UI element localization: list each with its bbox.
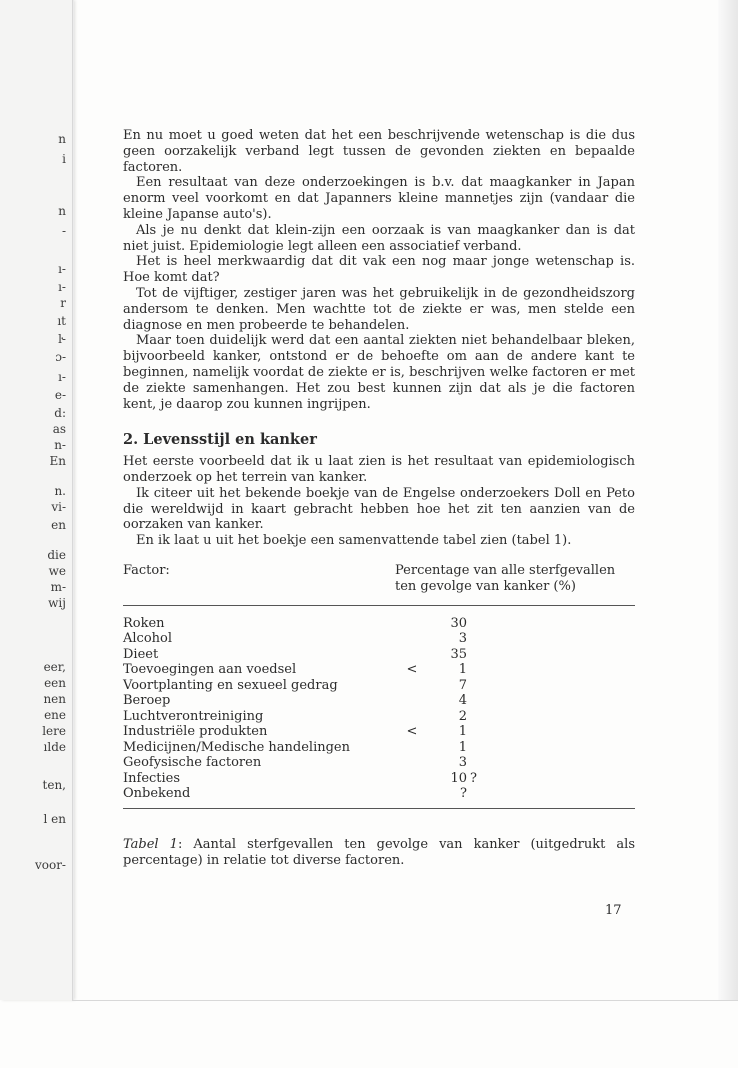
page-number: 17	[605, 903, 622, 918]
uncertainty-cell	[467, 740, 486, 756]
previous-page-text-fragment: voor-	[34, 858, 66, 872]
uncertainty-cell	[467, 724, 486, 740]
sign-cell	[395, 631, 429, 647]
value-cell: 10	[450, 770, 467, 786]
value-cell: 1	[458, 724, 467, 740]
previous-page-text-fragment: een	[44, 676, 66, 690]
previous-page-text-fragment: n	[58, 204, 66, 218]
sign-cell	[395, 616, 429, 632]
table-header-percentage-line2: ten gevolge van kanker (%)	[395, 578, 576, 594]
table-row	[123, 786, 635, 802]
previous-page-text-fragment: lere	[42, 724, 66, 738]
previous-page-text-fragment: r	[60, 296, 66, 310]
previous-page-text-fragment: ı-	[58, 370, 66, 384]
sign-cell	[395, 786, 429, 802]
uncertainty-cell	[467, 709, 486, 725]
previous-page-text-fragment: we	[48, 564, 66, 578]
previous-page-text-fragment: ŀ-	[58, 332, 66, 346]
table-row	[123, 724, 635, 740]
previous-page-text-fragment: vi-	[51, 500, 66, 514]
uncertainty-cell	[467, 662, 486, 678]
previous-page-text-fragment: e-	[54, 388, 66, 402]
table-row	[123, 616, 635, 632]
factor-cell: Alcohol	[123, 631, 173, 647]
book-gutter	[72, 0, 74, 1000]
sign-cell	[395, 678, 429, 694]
previous-page-text-fragment: En	[49, 454, 66, 468]
page-content	[123, 128, 635, 869]
paragraph: Als je nu denkt dat klein-zijn een oorzaak is van maagkanker dan is dat niet juist. Epidemiologie legt alleen een associatief verband.	[123, 222, 635, 254]
uncertainty-cell	[467, 678, 486, 694]
table-header-percentage	[395, 563, 635, 595]
previous-page-text-fragment: eer,	[43, 660, 66, 674]
factor-cell: Beroep	[123, 693, 171, 709]
uncertainty-cell	[467, 693, 486, 709]
paragraph: Een resultaat van deze onderzoekingen is b.v. dat maagkanker in Japan enorm veel voorkomt en dat Japanners kleine mannetjes zijn (vandaar die kleine Japanse auto's).	[123, 175, 635, 222]
paragraph: Het is heel merkwaardig dat dit vak een nog maar jonge wetenschap is. Hoe komt dat?	[123, 254, 635, 286]
table-row	[123, 693, 635, 709]
table-top-rule	[123, 605, 635, 606]
page-bottom-edge	[72, 1000, 738, 1001]
previous-page-text-fragment: nen	[43, 692, 66, 706]
factor-cell: Voortplanting en sexueel gedrag	[123, 677, 338, 693]
table-caption	[123, 837, 635, 869]
previous-page-text-fragment: wij	[48, 596, 66, 610]
table-header-percentage-line1: Percentage van alle sterfgevallen	[395, 562, 616, 578]
factor-cell: Medicijnen/Medische handelingen	[123, 739, 350, 755]
table-row	[123, 709, 635, 725]
paragraph: Maar toen duidelijk werd dat een aantal ziekten niet behandelbaar bleken, bijvoorbeeld kanker, ontstond er de behoefte om aan de andere kant te beginnen, namelijk voordat de ziekte er is, beschrijven welke factoren er met de ziekte samenhangen. Het zou best kunnen zijn dat als je die factoren kent, je daarop zou kunnen ingrijpen.	[123, 333, 635, 412]
sign-cell: <	[406, 724, 418, 740]
factor-cell: Infecties	[123, 770, 181, 786]
previous-page-text-fragment: ɔ-	[55, 350, 66, 364]
value-cell: 2	[458, 708, 467, 724]
previous-page-edge	[0, 0, 73, 1000]
sign-cell	[395, 755, 429, 771]
sign-cell: <	[406, 662, 418, 678]
page-right-edge	[718, 0, 738, 1000]
previous-page-text-fragment: ten,	[42, 778, 66, 792]
table-row	[123, 678, 635, 694]
caption-text: : Aantal sterfgevallen ten gevolge van kanker (uitgedrukt als percentage) in relatie tot diverse factoren.	[123, 836, 635, 868]
paragraph: En nu moet u goed weten dat het een beschrijvende wetenschap is die dus geen oorzakelijk verband legt tussen de gevonden ziekten en bepaalde factoren.	[123, 128, 635, 175]
previous-page-text-fragment: -	[61, 224, 66, 238]
table-bottom-rule	[123, 808, 635, 809]
value-cell: 3	[458, 631, 467, 647]
sign-cell	[395, 740, 429, 756]
table-row	[123, 631, 635, 647]
factor-cell: Luchtverontreiniging	[123, 708, 264, 724]
previous-page-text-fragment: ı-	[58, 262, 66, 276]
paragraph: Tot de vijftiger, zestiger jaren was het gebruikelijk in de gezondheidszorg andersom te denken. Men wachtte tot de ziekte er was, men stelde een diagnose en men probeerde te behandelen.	[123, 285, 635, 333]
uncertainty-cell	[467, 786, 486, 802]
previous-page-text-fragment: d:	[54, 406, 66, 420]
factor-cell: Dieet	[123, 646, 159, 662]
uncertainty-cell	[467, 616, 486, 632]
sign-cell	[395, 647, 429, 663]
previous-page-text-fragment: ılde	[43, 740, 66, 754]
table-header	[123, 563, 635, 595]
value-cell: 1	[458, 662, 467, 678]
caption-label: Tabel 1	[123, 836, 178, 852]
table-body	[123, 616, 635, 802]
previous-page-text-fragment: ı-	[58, 280, 66, 294]
table-row	[123, 647, 635, 663]
value-cell: 4	[458, 693, 467, 709]
sign-cell	[395, 771, 429, 787]
uncertainty-cell: ?	[470, 770, 477, 786]
table-row	[123, 662, 635, 678]
previous-page-text-fragment: n.	[54, 484, 66, 498]
paragraph: En ik laat u uit het boekje een samenvattende tabel zien (tabel 1).	[136, 533, 572, 549]
previous-page-text-fragment: ene	[44, 708, 66, 722]
factor-cell: Toevoegingen aan voedsel	[123, 662, 297, 678]
uncertainty-cell	[467, 647, 486, 663]
previous-page-text-fragment: n-	[54, 438, 66, 452]
uncertainty-cell	[467, 755, 486, 771]
factor-cell: Onbekend	[123, 786, 191, 802]
factor-cell: Geofysische factoren	[123, 755, 262, 771]
previous-page-text-fragment: m-	[50, 580, 66, 594]
sign-cell	[395, 693, 429, 709]
uncertainty-cell	[467, 631, 486, 647]
factor-cell: Industriële produkten	[123, 724, 268, 740]
paragraph: Het eerste voorbeeld dat ik u laat zien is het resultaat van epidemiologisch onderzoek op het terrein van kanker.	[123, 454, 635, 485]
value-cell: 3	[458, 755, 467, 771]
value-cell: 1	[458, 739, 467, 755]
table-header-factor: Factor:	[123, 562, 170, 578]
table-row	[123, 755, 635, 771]
previous-page-text-fragment: n	[58, 132, 66, 146]
previous-page-text-fragment: l en	[43, 812, 66, 826]
previous-page-text-fragment: i	[62, 152, 66, 166]
table-row	[123, 740, 635, 756]
value-cell: 7	[458, 677, 467, 693]
sign-cell	[395, 709, 429, 725]
value-cell: 35	[450, 646, 467, 662]
previous-page-text-fragment: en	[51, 518, 66, 532]
factor-cell: Roken	[123, 615, 165, 631]
previous-page-text-fragment: ıt	[57, 314, 66, 328]
previous-page-text-fragment: die	[47, 548, 66, 562]
value-cell: ?	[460, 786, 467, 802]
table-row	[123, 771, 635, 787]
section-heading: 2. Levensstijl en kanker	[123, 431, 317, 449]
value-cell: 30	[450, 615, 467, 631]
previous-page-text-fragment: as	[52, 422, 66, 436]
paragraph: Ik citeer uit het bekende boekje van de Engelse onderzoekers Doll en Peto die wereldwijd in kaart gebracht hebben hoe het zit ten aanzien van de oorzaken van kanker.	[123, 485, 635, 533]
